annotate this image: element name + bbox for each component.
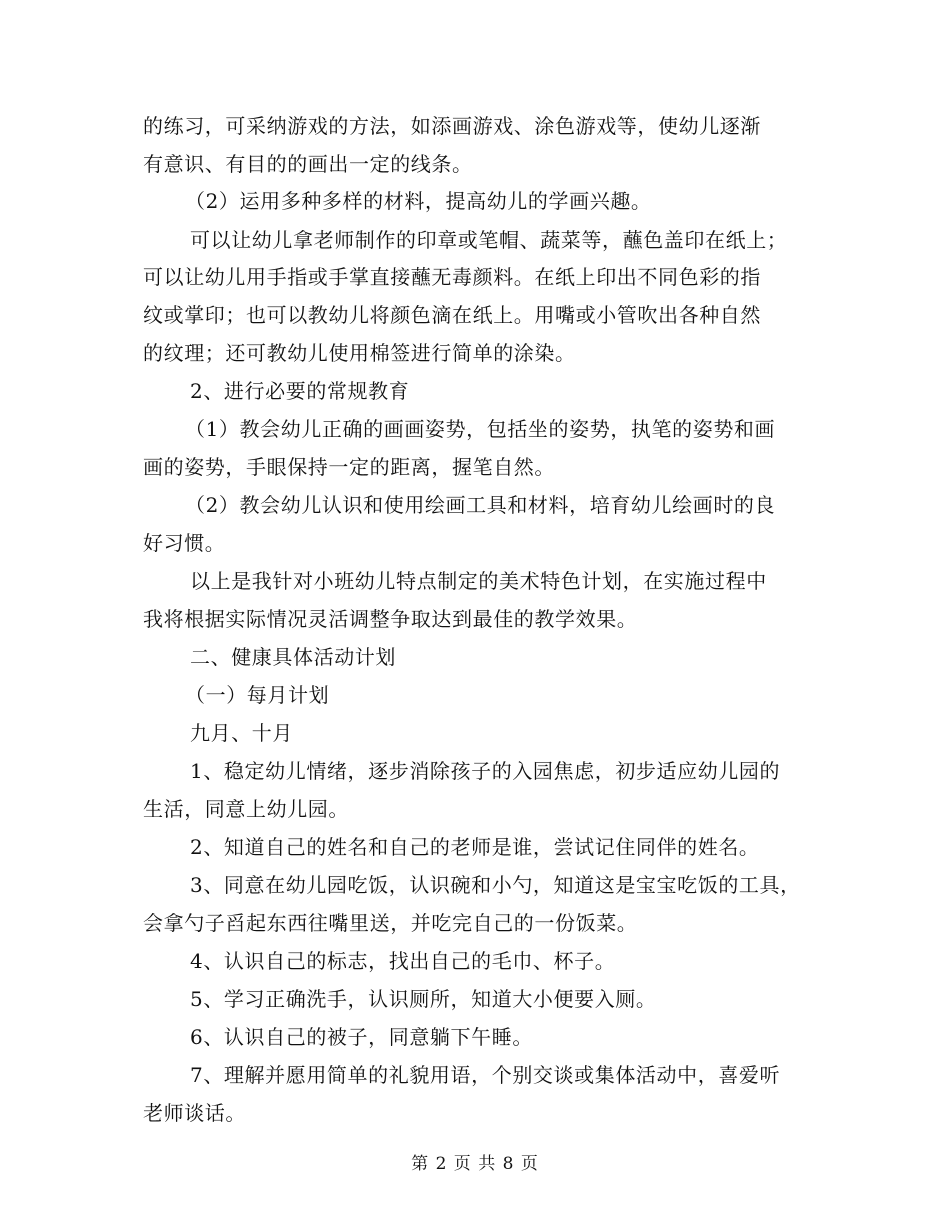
text-line: 3、同意在幼儿园吃饭，认识碗和小勺，知道这是宝宝吃饭的工具，	[190, 873, 801, 897]
text-line: （1）教会幼儿正确的画画姿势，包括坐的姿势，执笔的姿势和画	[185, 417, 776, 441]
month-heading: 九月、十月	[190, 721, 293, 745]
text-line: 老师谈话。	[143, 1101, 246, 1125]
text-line: 2、进行必要的常规教育	[190, 379, 410, 403]
subsection-heading: （一）每月计划	[185, 683, 330, 707]
text-line: 以上是我针对小班幼儿特点制定的美术特色计划，在实施过程中	[190, 569, 767, 593]
text-line: 5、学习正确洗手，认识厕所，知道大小便要入厕。	[190, 987, 657, 1011]
text-line: 好习惯。	[143, 531, 226, 555]
text-line: 1、稳定幼儿情绪，逐步消除孩子的入园焦虑，初步适应幼儿园的	[190, 759, 781, 783]
text-line: 的练习，可采纳游戏的方法，如添画游戏、涂色游戏等，使幼儿逐渐	[143, 114, 761, 138]
text-line: （2）运用多种多样的材料，提高幼儿的学画兴趣。	[185, 189, 652, 213]
text-line: 会拿勺子舀起东西往嘴里送，并吃完自己的一份饭菜。	[143, 911, 638, 935]
text-line: 的纹理；还可教幼儿使用棉签进行简单的涂染。	[143, 341, 576, 365]
text-line: （2）教会幼儿认识和使用绘画工具和材料，培育幼儿绘画时的良	[185, 493, 776, 517]
text-line: 画的姿势，手眼保持一定的距离，握笔自然。	[143, 455, 555, 479]
text-line: 4、认识自己的标志，找出自己的毛巾、杯子。	[190, 949, 616, 973]
text-line: 7、理解并愿用简单的礼貌用语，个别交谈或集体活动中，喜爱听	[190, 1063, 781, 1087]
text-line: 我将根据实际情况灵活调整争取达到最佳的教学效果。	[143, 607, 638, 631]
text-line: 可以让幼儿用手指或手掌直接蘸无毒颜料。在纸上印出不同色彩的指	[143, 265, 761, 289]
text-line: 有意识、有目的的画出一定的线条。	[143, 152, 473, 176]
section-heading: 二、健康具体活动计划	[190, 645, 396, 669]
text-line: 纹或掌印；也可以教幼儿将颜色滴在纸上。用嘴或小管吹出各种自然	[143, 303, 761, 327]
text-line: 生活，同意上幼儿园。	[143, 797, 349, 821]
page-number-footer: 第 2 页 共 8 页	[411, 1154, 539, 1174]
text-line: 可以让幼儿拿老师制作的印章或笔帽、蔬菜等，蘸色盖印在纸上；	[190, 228, 788, 252]
text-line: 2、知道自己的姓名和自己的老师是谁，尝试记住同伴的姓名。	[190, 835, 760, 859]
text-line: 6、认识自己的被子，同意躺下午睡。	[190, 1025, 533, 1049]
